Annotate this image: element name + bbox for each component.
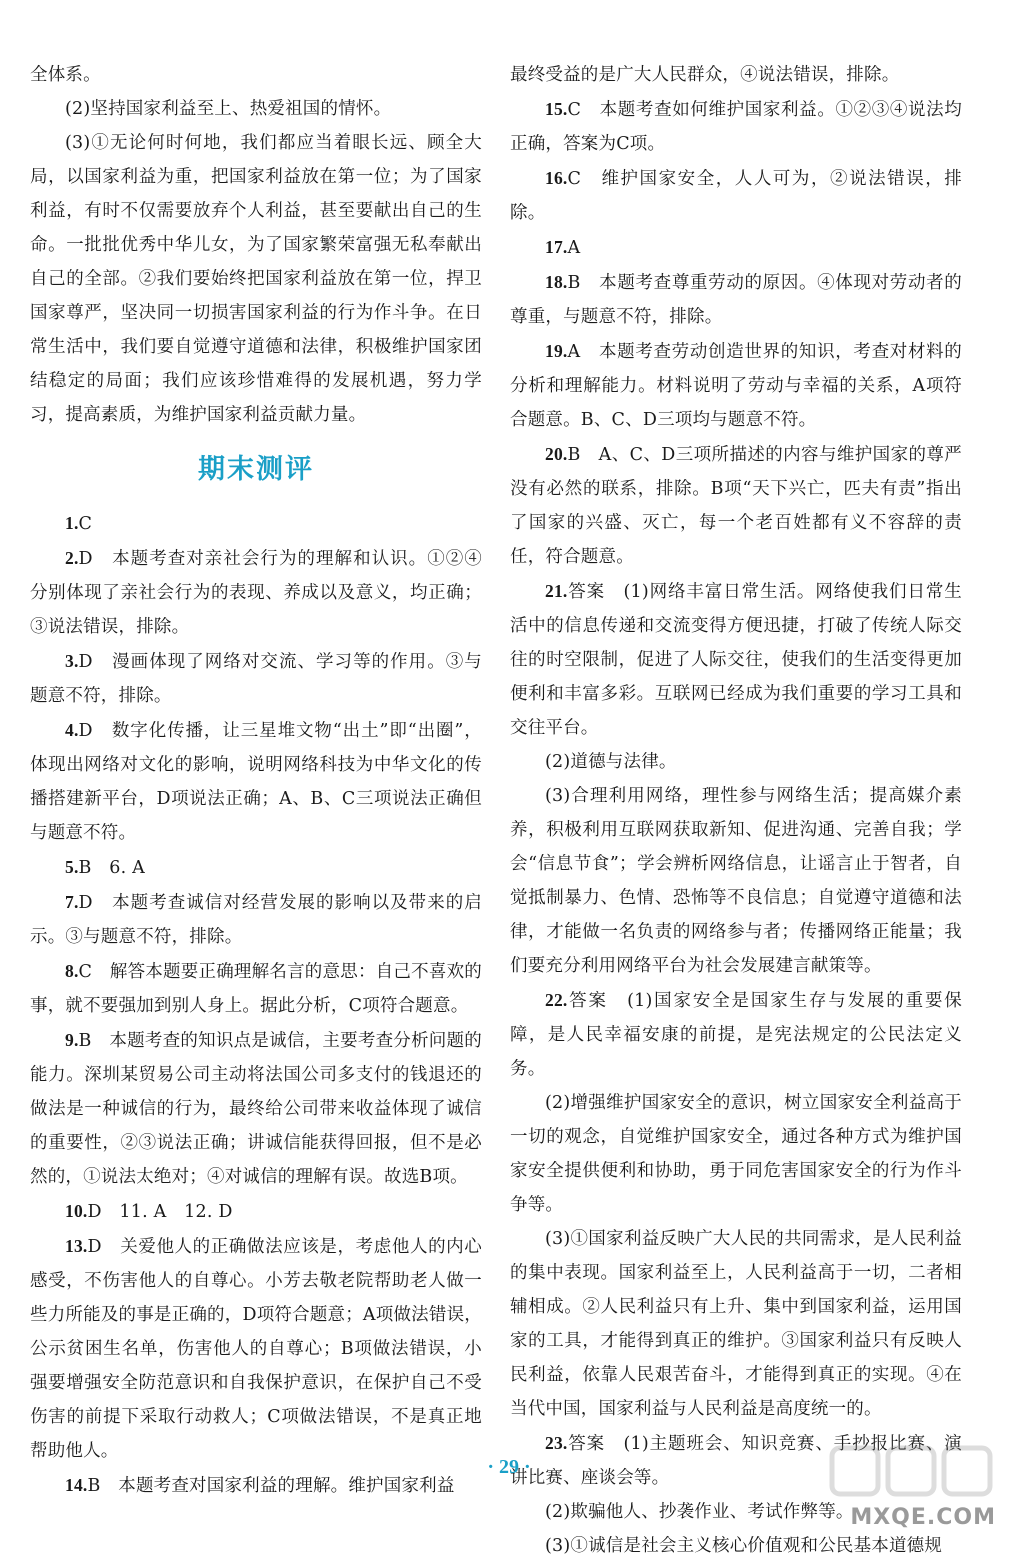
answer-paragraph xyxy=(510,58,962,92)
question-number: 1. xyxy=(65,513,79,533)
answer-paragraph xyxy=(510,1529,962,1563)
question-number: 21. xyxy=(545,581,568,601)
answer-text: A xyxy=(567,238,581,258)
answer-paragraph xyxy=(30,954,482,1023)
answer-text: 最终受益的是广大人民群众，④说法错误，排除。 xyxy=(510,65,900,85)
answer-paragraph xyxy=(30,850,482,885)
answer-paragraph xyxy=(510,574,962,745)
question-number: 20. xyxy=(545,444,568,464)
answer-text: B 6. A xyxy=(78,858,145,878)
answer-text: (3)①诚信是社会主义核心价值观和公民基本道德规 xyxy=(545,1536,943,1556)
answer-text: D 数字化传播，让三星堆文物“出土”即“出圈”，体现出网络对文化的影响，说明网络科技为中华文化的传播搭建新平台，D项说法正确；A、B、C三项说法正确但与题意不符。 xyxy=(30,721,482,843)
section-title: 期末测评 xyxy=(198,454,314,485)
answer-paragraph xyxy=(30,1194,482,1229)
answer-text: D 关爱他人的正确做法应该是，考虑他人的内心感受，不伤害他人的自尊心。小芳去敬老院帮助老人做一些力所能及的事是正确的，D项符合题意；A项做法错误，公示贫困生名单，伤害他人的自尊心；B项做法错误，小强要增强安全防范意识和自我保护意识，在保护自己不受伤害的前提下采取行动救人；C项做法错误，不是真正地帮助他人。 xyxy=(30,1237,482,1461)
answer-paragraph xyxy=(30,1023,482,1194)
question-number: 2. xyxy=(65,548,79,568)
question-number: 10. xyxy=(65,1201,88,1221)
answer-text: D 漫画体现了网络对交流、学习等的作用。③与题意不符，排除。 xyxy=(30,652,482,706)
answer-paragraph xyxy=(30,644,482,713)
question-number: 16. xyxy=(545,168,568,188)
answer-list-left xyxy=(30,506,482,1503)
answer-paragraph xyxy=(30,885,482,954)
question-number: 7. xyxy=(65,892,79,912)
answer-paragraph xyxy=(510,161,962,230)
question-number: 13. xyxy=(65,1236,88,1256)
answer-text: (2)欺骗他人、抄袭作业、考试作弊等。 xyxy=(545,1502,854,1522)
answer-text: A 本题考查劳动创造世界的知识，考查对材料的分析和理解能力。材料说明了劳动与幸福的关系，A项符合题意。B、C、D三项均与题意不符。 xyxy=(510,342,962,430)
answer-text: C xyxy=(78,514,93,534)
answer-text: B 本题考查对国家利益的理解。维护国家利益 xyxy=(87,1476,455,1496)
answer-text: B 本题考查的知识点是诚信，主要考查分析问题的能力。深圳某贸易公司主动将法国公司多支付的钱退还的做法是一种诚信的行为，最终给公司带来收益体现了诚信的重要性，②③说法正确；讲诚信能获得回报，但不是必然的，①说法太绝对；④对诚信的理解有误。故选B项。 xyxy=(30,1031,482,1187)
answer-text: D 11. A 12. D xyxy=(87,1202,233,1222)
answer-paragraph xyxy=(510,437,962,574)
question-number: 22. xyxy=(545,990,568,1010)
answer-paragraph xyxy=(510,983,962,1086)
answer-text: C 本题考查如何维护国家利益。①②③④说法均正确，答案为C项。 xyxy=(510,100,962,154)
question-number: 4. xyxy=(65,720,79,740)
question-number: 8. xyxy=(65,961,79,981)
answer-text: D 本题考查对亲社会行为的理解和认识。①②④分别体现了亲社会行为的表现、养成以及意义，均正确；③说法错误，排除。 xyxy=(30,549,482,637)
answer-paragraph xyxy=(510,779,962,983)
answer-paragraph xyxy=(510,745,962,779)
answer-text: (2)坚持国家利益至上、热爱祖国的情怀。 xyxy=(65,99,392,119)
page-number: · 29 · xyxy=(487,1456,531,1478)
question-number: 23. xyxy=(545,1433,568,1453)
answer-text: 答案 (1)国家安全是国家生存与发展的重要保障，是人民幸福安康的前提，是宪法规定的公民法定义务。 xyxy=(510,991,962,1079)
answer-paragraph xyxy=(30,541,482,644)
answer-text: (3)①国家利益反映广大人民的共同需求，是人民利益的集中表现。国家利益至上，人民利益高于一切，二者相辅相成。②人民利益只有上升、集中到国家利益，运用国家的工具，才能得到真正的维护。③国家利益只有反映人民利益，依靠人民艰苦奋斗，才能得到真正的实现。④在当代中国，国家利益与人民利益是高度统一的。 xyxy=(510,1229,962,1419)
question-number: 14. xyxy=(65,1475,88,1495)
left-column xyxy=(30,58,482,1503)
answer-paragraph xyxy=(510,92,962,161)
answer-paragraph xyxy=(510,1222,962,1426)
answer-paragraph xyxy=(30,713,482,850)
intro-paragraph xyxy=(30,58,482,92)
intro-paragraph xyxy=(30,92,482,126)
answer-text: (3)合理利用网络，理性参与网络生活；提高媒介素养，积极利用互联网获取新知、促进沟通、完善自我；学会“信息节食”；学会辨析网络信息，让谣言止于智者，自觉抵制暴力、色情、恐怖等不良信息；自觉遵守道德和法律，才能做一名负责的网络参与者；传播网络正能量；我们要充分利用网络平台为社会发展建言献策等。 xyxy=(510,786,962,976)
answer-text: (3)①无论何时何地，我们都应当着眼长远、顾全大局，以国家利益为重，把国家利益放在第一位；为了国家利益，有时不仅需要放弃个人利益，甚至要献出自己的生命。一批批优秀中华儿女，为了国家繁荣富强无私奉献出自己的全部。②我们要始终把国家利益放在第一位，捍卫国家尊严，坚决同一切损害国家利益的行为作斗争。在日常生活中，我们要自觉遵守道德和法律，积极维护国家团结稳定的局面；我们应该珍惜难得的发展机遇，努力学习，提高素质，为维护国家利益贡献力量。 xyxy=(30,133,482,425)
right-column xyxy=(510,58,962,1563)
answer-text: B A、C、D三项所描述的内容与维护国家的尊严没有必然的联系，排除。B项“天下兴亡，匹夫有责”指出了国家的兴盛、灭亡，每一个老百姓都有义不容辞的责任，符合题意。 xyxy=(510,445,962,567)
answer-text: (2)增强维护国家安全的意识，树立国家安全利益高于一切的观念，自觉维护国家安全，通过各种方式为维护国家安全提供便利和协助，勇于同危害国家安全的行为作斗争等。 xyxy=(510,1093,962,1215)
question-number: 9. xyxy=(65,1030,79,1050)
answer-paragraph xyxy=(510,1086,962,1222)
watermark-text: MXQE.COM xyxy=(850,1505,996,1530)
answer-paragraph xyxy=(30,506,482,541)
question-number: 19. xyxy=(545,341,568,361)
question-number: 18. xyxy=(545,272,568,292)
answer-paragraph xyxy=(510,265,962,334)
answer-text: 答案 (1)主题班会、知识竞赛、手抄报比赛、演讲比赛、座谈会等。 xyxy=(510,1434,962,1488)
answer-text: 答案 (1)网络丰富日常生活。网络使我们日常生活中的信息传递和交流变得方便迅捷，打破了传统人际交往的时空限制，促进了人际交往，使我们的生活变得更加便利和丰富多彩。互联网已经成为我们重要的学习工具和交往平台。 xyxy=(510,582,962,738)
answer-text: (2)道德与法律。 xyxy=(545,752,677,772)
answer-paragraph xyxy=(510,230,962,265)
question-number: 5. xyxy=(65,857,79,877)
question-number: 15. xyxy=(545,99,568,119)
intro-paragraphs xyxy=(30,58,482,432)
answer-text: D 本题考查诚信对经营发展的影响以及带来的启示。③与题意不符，排除。 xyxy=(30,893,482,947)
answer-text: 全体系。 xyxy=(30,65,101,85)
intro-paragraph xyxy=(30,126,482,432)
answer-text: B 本题考查尊重劳动的原因。④体现对劳动者的尊重，与题意不符，排除。 xyxy=(510,273,962,327)
answer-list-right xyxy=(510,58,962,1563)
question-number: 3. xyxy=(65,651,79,671)
question-number: 17. xyxy=(545,237,568,257)
answer-paragraph xyxy=(510,334,962,437)
answer-text: C 解答本题要正确理解名言的意思：自己不喜欢的事，就不要强加到别人身上。据此分析，C项符合题意。 xyxy=(30,962,482,1016)
answer-paragraph xyxy=(30,1229,482,1468)
answer-text: C 维护国家安全，人人可为，②说法错误，排除。 xyxy=(510,169,962,223)
